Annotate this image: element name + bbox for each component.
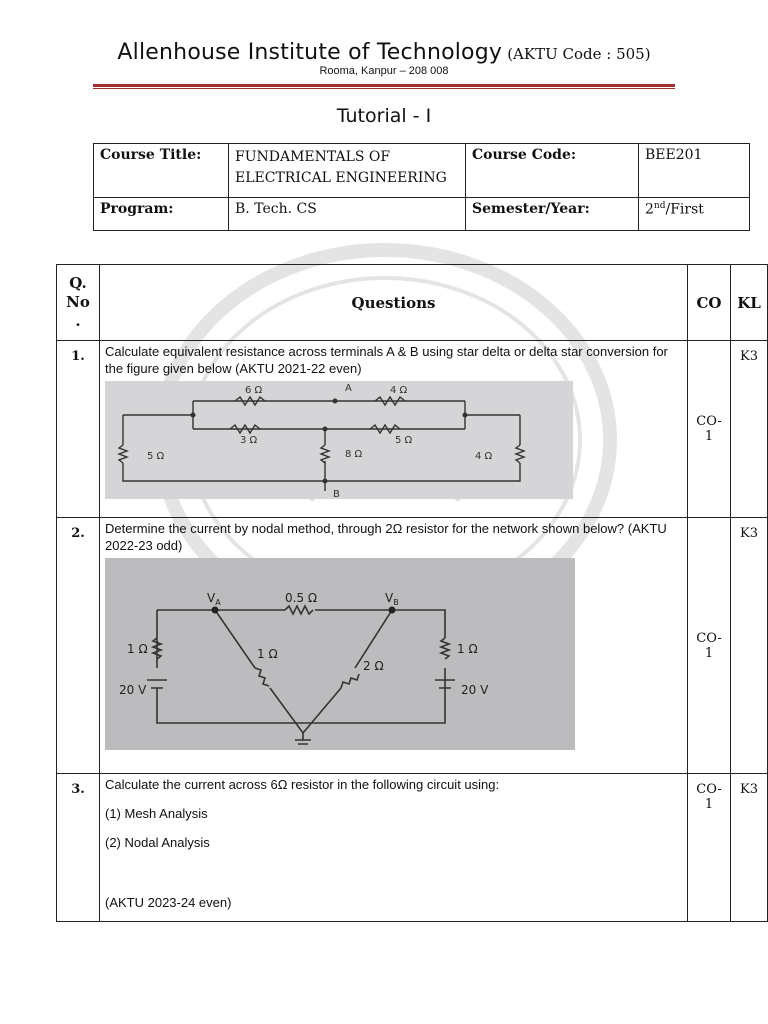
course-code-label: Course Code: — [466, 144, 639, 198]
label-terminal-a: A — [345, 383, 352, 394]
question-cell — [100, 518, 688, 774]
label-r3: 3 Ω — [240, 435, 258, 446]
course-title-value: FUNDAMENTALS OF ELECTRICAL ENGINEERING — [229, 144, 466, 198]
sub-item-nodal: (2) Nodal Analysis — [105, 835, 210, 850]
question-row — [57, 341, 768, 518]
header — [0, 40, 768, 77]
col-header-kl: KL — [731, 265, 768, 341]
question-number: 1. — [57, 341, 100, 518]
col-header-co: CO — [688, 265, 731, 341]
label-va: $V_A$ — [207, 591, 221, 607]
label-r1: 6 Ω — [245, 385, 263, 396]
document-title: Tutorial - I — [336, 105, 432, 127]
institute-address: Rooma, Kanpur – 208 008 — [319, 65, 449, 77]
label-r6: 8 Ω — [345, 449, 363, 460]
program-label: Program: — [94, 198, 229, 231]
semester-value: 2nd/First — [639, 198, 750, 231]
question-text: Calculate the current across 6Ω resistor in the following circuit using: — [105, 777, 500, 792]
kl-value: K3 — [731, 341, 768, 518]
institute-code: (AKTU Code : 505) — [507, 45, 651, 63]
label-vb: $V_B$ — [385, 591, 399, 607]
label-r-right: 1 Ω — [457, 642, 478, 656]
label-r-left: 1 Ω — [127, 642, 148, 656]
label-v-left: 20 V — [119, 683, 147, 697]
semester-label: Semester/Year: — [466, 198, 639, 231]
co-value: CO- 1 — [688, 774, 731, 922]
label-terminal-b: B — [333, 489, 340, 499]
kl-value: K3 — [731, 518, 768, 774]
question-cell — [100, 774, 688, 922]
institute-name: Allenhouse Institute of Technology — [117, 40, 503, 65]
label-r2: 4 Ω — [390, 385, 408, 396]
label-r-diag2: 2 Ω — [363, 659, 384, 673]
label-r4: 5 Ω — [395, 435, 413, 446]
course-title-label: Course Title: — [94, 144, 229, 198]
question-number: 2. — [57, 518, 100, 774]
label-r7: 4 Ω — [475, 451, 493, 462]
question-number: 3. — [57, 774, 100, 922]
co-value: CO- 1 — [688, 518, 731, 774]
circuit-figure-1 — [105, 381, 573, 499]
label-r-top: 0.5 Ω — [285, 591, 318, 605]
question-cell — [100, 341, 688, 518]
question-reference: (AKTU 2023-24 even) — [105, 895, 232, 910]
question-text: Calculate equivalent resistance across terminals A & B using star delta or delta star conversion for the figure given below (AKTU 2021-22 even) — [105, 344, 668, 376]
header-rule — [93, 84, 675, 87]
label-r5: 5 Ω — [147, 451, 165, 462]
kl-value: K3 — [731, 774, 768, 922]
co-value: CO- 1 — [688, 341, 731, 518]
course-info-table — [93, 143, 750, 231]
question-row — [57, 774, 768, 922]
col-header-questions: Questions — [100, 265, 688, 341]
program-value: B. Tech. CS — [229, 198, 466, 231]
questions-table — [56, 264, 768, 922]
question-row — [57, 518, 768, 774]
label-r-diag1: 1 Ω — [257, 647, 278, 661]
question-text: Determine the current by nodal method, through 2Ω resistor for the network shown below? (AKTU 2022-23 odd) — [105, 521, 667, 553]
sub-item-mesh: (1) Mesh Analysis — [105, 806, 208, 821]
label-v-right: 20 V — [461, 683, 489, 697]
header-rule-thin — [93, 88, 675, 89]
course-code-value: BEE201 — [639, 144, 750, 198]
col-header-qno: Q. No . — [57, 265, 100, 341]
circuit-figure-2 — [105, 558, 575, 750]
